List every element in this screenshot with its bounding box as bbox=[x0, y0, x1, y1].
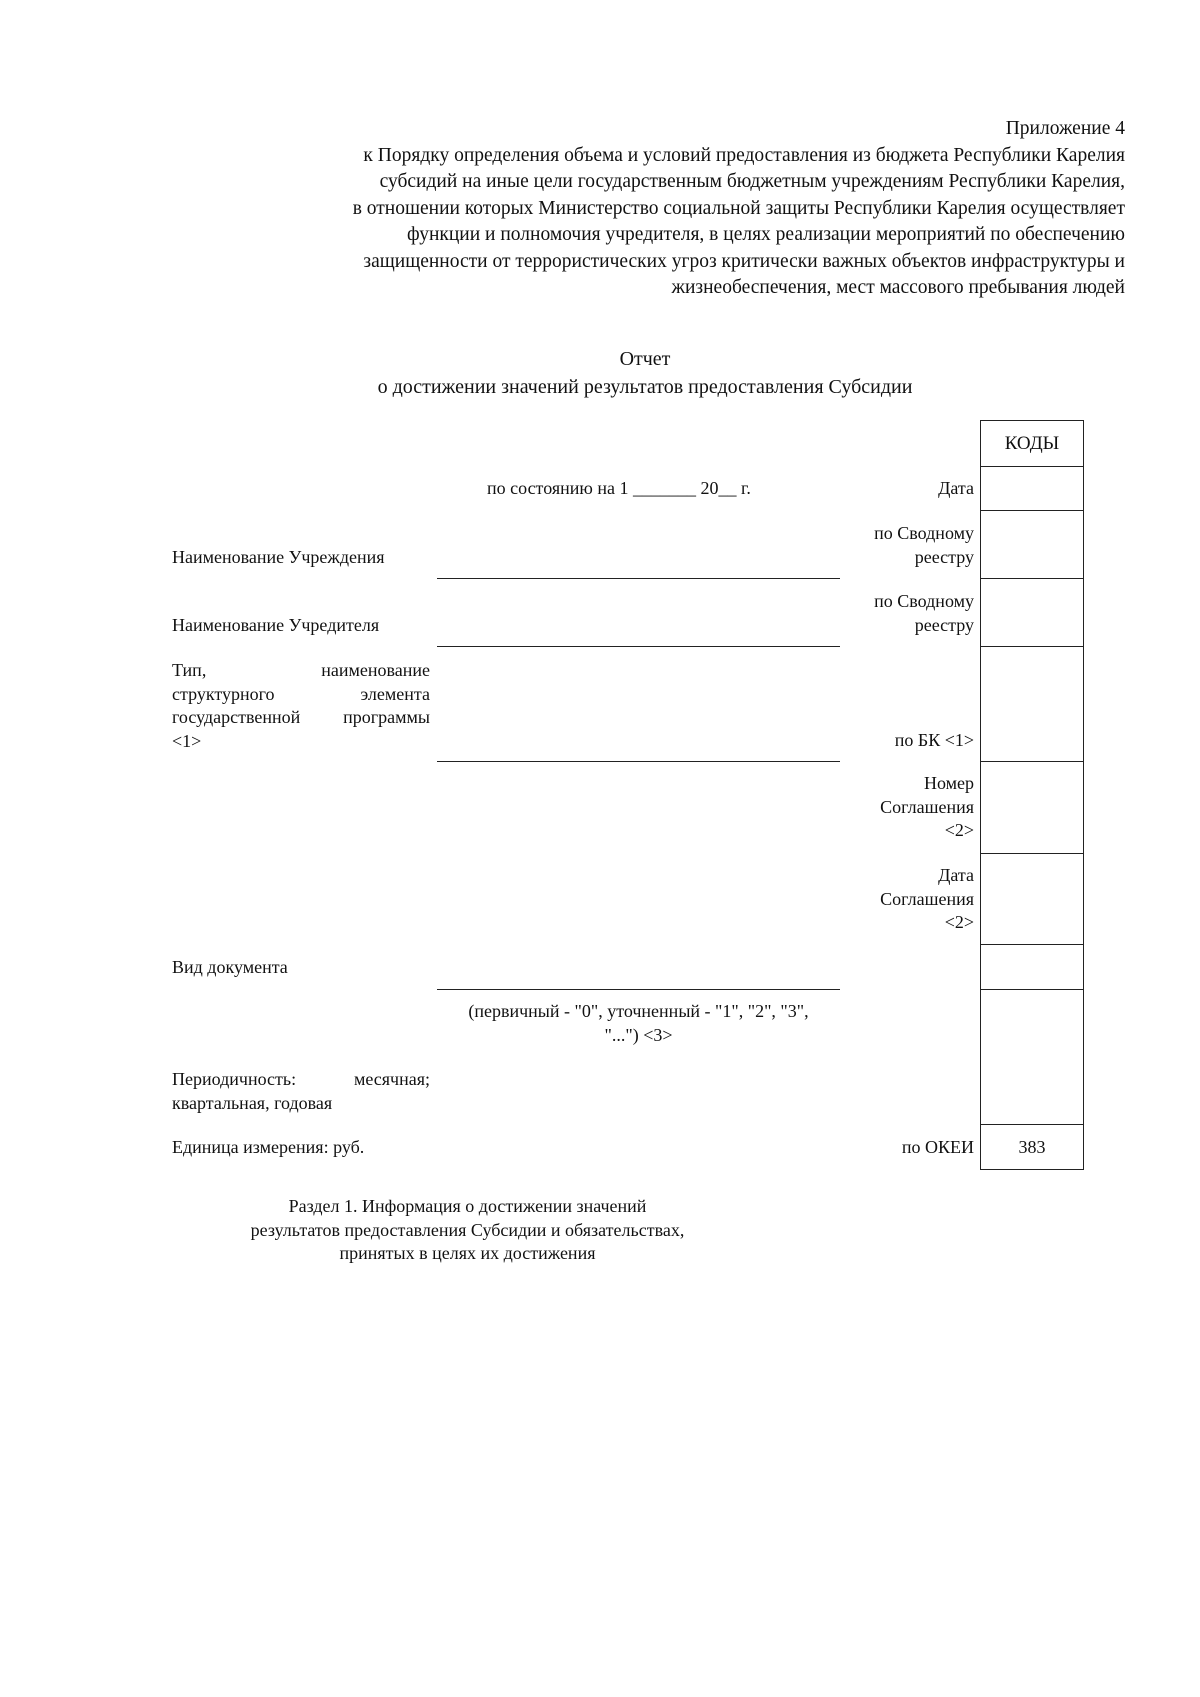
label-line: квартальная, годовая bbox=[172, 1092, 333, 1113]
label-word: Тип, bbox=[172, 660, 207, 680]
label-line: <2> bbox=[944, 912, 974, 932]
section-heading bbox=[210, 1195, 725, 1266]
code-cell-okei bbox=[980, 1124, 1084, 1170]
label-word: структурного bbox=[172, 683, 275, 704]
label-founder: Наименование Учредителя bbox=[172, 615, 380, 635]
label-bk: по БК <1> bbox=[894, 730, 974, 750]
label-line bbox=[172, 659, 430, 683]
appendix-line: жизнеобеспечения, мест массового пребывания людей bbox=[671, 277, 1125, 298]
label-svod-2-line: реестру bbox=[914, 614, 974, 635]
report-title bbox=[0, 345, 1200, 401]
appendix-line: к Порядку определения объема и условий предоставления из бюджета Республики Карелия bbox=[363, 144, 1125, 166]
report-subtitle-line: о достижении значений результатов предоставления Субсидии bbox=[377, 376, 913, 398]
label-agreement-date bbox=[820, 864, 974, 935]
codes-header: КОДЫ bbox=[1004, 433, 1060, 454]
label-line: Номер bbox=[923, 773, 974, 793]
report-title-line: Отчет bbox=[619, 348, 671, 370]
label-word: программы bbox=[343, 707, 430, 727]
doc-kind-note bbox=[437, 1000, 840, 1047]
code-cell-bk[interactable] bbox=[980, 646, 1084, 762]
label-line: <1> bbox=[172, 730, 202, 751]
label-institution: Наименование Учреждения bbox=[172, 547, 385, 567]
code-cell-svod-1[interactable] bbox=[980, 510, 1084, 579]
label-line bbox=[172, 683, 430, 707]
okei-code: 383 bbox=[1018, 1137, 1046, 1157]
label-program-type bbox=[172, 659, 430, 753]
note-line: "...") <3> bbox=[604, 1024, 673, 1045]
label-date: Дата bbox=[938, 478, 974, 498]
note-line: (первичный - "0", уточненный - "1", "2", "3", bbox=[468, 1001, 809, 1021]
label-doc-kind: Вид документа bbox=[172, 957, 288, 977]
code-cell-agreement-date[interactable] bbox=[980, 853, 1084, 945]
institution-underline[interactable] bbox=[437, 578, 840, 579]
code-cell-agreement-number[interactable] bbox=[980, 761, 1084, 854]
label-word: наименование bbox=[321, 660, 430, 680]
founder-underline[interactable] bbox=[437, 646, 840, 647]
appendix-line: субсидий на иные цели государственным бюджетным учреждениям Республики Карелия, bbox=[379, 171, 1125, 192]
label-line: <2> bbox=[944, 820, 974, 840]
appendix-header bbox=[165, 116, 1125, 302]
appendix-line: в отношении которых Министерство социальной защиты Республики Карелия осуществляет bbox=[352, 197, 1125, 219]
label-periodicity bbox=[172, 1068, 430, 1115]
label-word: месячная; bbox=[353, 1069, 430, 1089]
label-word: Периодичность: bbox=[172, 1069, 297, 1089]
program-type-underline[interactable] bbox=[437, 761, 840, 762]
appendix-line: защищенности от террористических угроз критически важных объектов инфраструктуры и bbox=[363, 250, 1125, 272]
label-line: Соглашения bbox=[880, 796, 974, 817]
label-svod-1-line: реестру bbox=[914, 546, 974, 567]
doc-kind-underline[interactable] bbox=[437, 989, 840, 990]
code-cell-periodicity[interactable] bbox=[980, 989, 1084, 1125]
label-unit: Единица измерения: руб. bbox=[172, 1137, 365, 1157]
appendix-line: функции и полномочия учредителя, в целях реализации мероприятий по обеспечению bbox=[407, 224, 1125, 245]
code-cell-date[interactable] bbox=[980, 466, 1084, 511]
codes-header-cell bbox=[980, 420, 1084, 467]
code-cell-svod-2[interactable] bbox=[980, 578, 1084, 647]
label-svod-2-line: по Сводному bbox=[874, 591, 974, 611]
as-of-date: по состоянию на 1 _______ 20__ г. bbox=[487, 478, 751, 498]
section-heading-line: результатов предоставления Субсидии и обязательствах, bbox=[250, 1219, 685, 1240]
label-line bbox=[172, 706, 430, 730]
label-word: элемента bbox=[360, 683, 430, 704]
label-line: Соглашения bbox=[880, 888, 974, 909]
code-cell-doc-kind[interactable] bbox=[980, 944, 1084, 990]
label-svod-1-line: по Сводному bbox=[874, 523, 974, 543]
section-heading-line: Раздел 1. Информация о достижении значений bbox=[288, 1196, 647, 1216]
label-agreement-number bbox=[820, 772, 974, 843]
label-okei: по ОКЕИ bbox=[901, 1137, 974, 1157]
appendix-number: Приложение 4 bbox=[1005, 118, 1125, 139]
label-svod-2 bbox=[820, 590, 974, 637]
label-line bbox=[172, 1068, 430, 1092]
label-word: государственной bbox=[172, 707, 301, 727]
label-line: Дата bbox=[938, 865, 974, 885]
label-svod-1 bbox=[820, 522, 974, 569]
section-heading-line: принятых в целях их достижения bbox=[339, 1243, 596, 1263]
